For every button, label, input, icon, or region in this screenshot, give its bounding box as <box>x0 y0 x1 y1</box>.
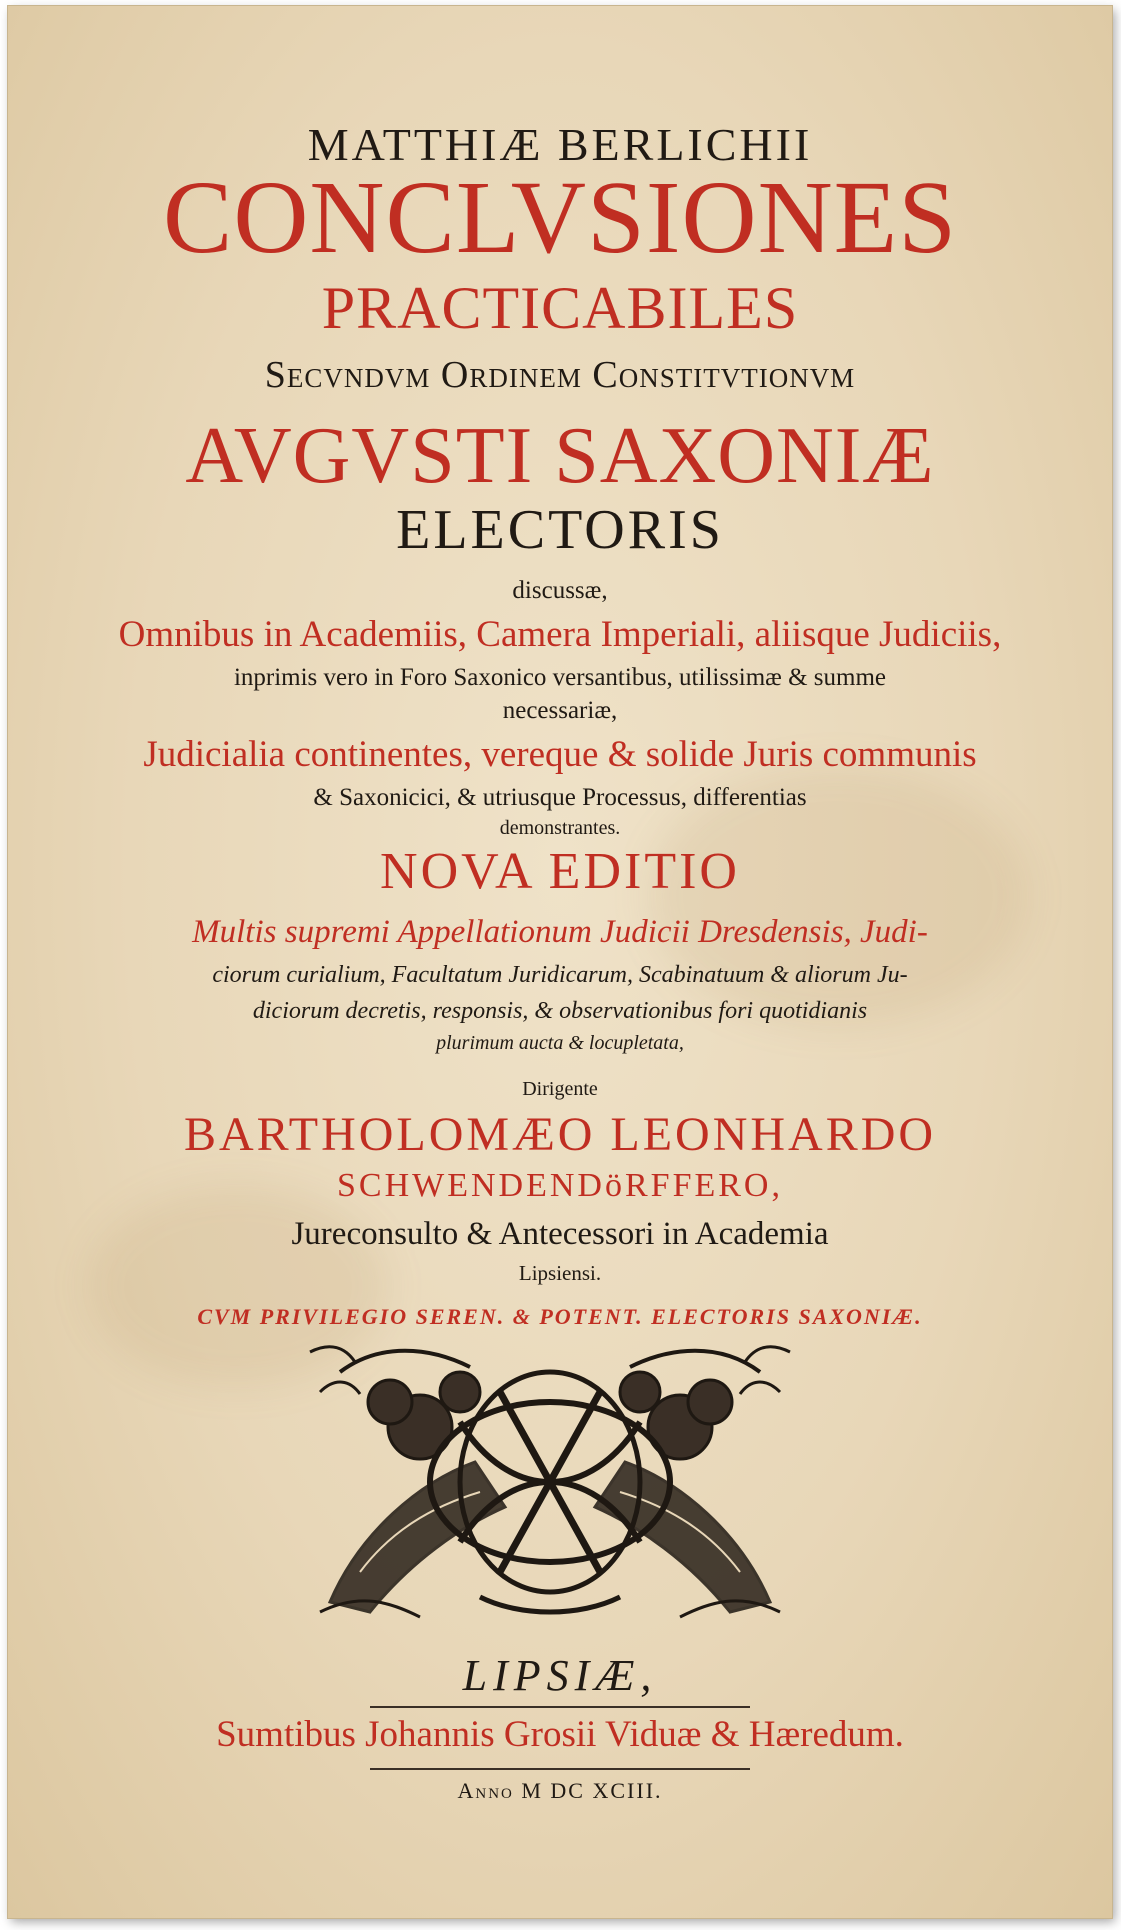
audience-line-1: Omnibus in Academiis, Camera Imperiali, aliisque Judiciis, <box>118 614 1002 655</box>
editor-surname: SCHWENDENDöRFFERO, <box>337 1167 783 1204</box>
additions-line-3: diciorum decretis, responsis, & observationibus fori quotidianis <box>252 998 868 1024</box>
subtitle-order: Secvndvm Ordinem Constitvtionvm <box>264 354 856 396</box>
divider-rule <box>370 1706 750 1708</box>
divider-rule <box>370 1768 750 1770</box>
cornucopia-monogram-icon <box>300 1332 800 1626</box>
editor-name: BARTHOLOMÆO LEONHARDO <box>183 1108 937 1161</box>
content-line-3: demonstrantes. <box>499 817 621 839</box>
additions-line-2: ciorum curialium, Facultatum Juridicarum, Scabinatuum & aliorum Ju- <box>212 962 908 988</box>
subtitle-augusti: AVGVSTI SAXONIÆ <box>185 412 935 500</box>
main-title: CONCLVSIONES <box>162 160 958 275</box>
edition-heading: NOVA EDITIO <box>380 843 740 900</box>
discussae-text: discussæ, <box>512 577 608 604</box>
editor-academy: Lipsiensi. <box>518 1261 602 1285</box>
publisher-line: Sumtibus Johannis Grosii Viduæ & Hæredum. <box>216 1714 904 1755</box>
dirigente-text: Dirigente <box>522 1078 598 1100</box>
main-title-second-line: PRACTICABILES <box>321 275 799 341</box>
place-of-publication: LIPSIÆ, <box>462 1651 658 1700</box>
editor-role: Jureconsulto & Antecessori in Academia <box>291 1216 829 1252</box>
additions-line-4: plurimum aucta & locupletata, <box>436 1032 684 1054</box>
author-name: MATTHIÆ BERLICHII <box>307 119 813 170</box>
audience-line-3: necessariæ, <box>502 697 618 724</box>
privilege-notice: CVM PRIVILEGIO SEREN. & POTENT. ELECTORIS SAXONIÆ. <box>197 1304 923 1329</box>
subtitle-electoris: ELECTORIS <box>396 499 724 561</box>
audience-line-2: inprimis vero in Foro Saxonico versantibus, utilissimæ & summe <box>233 664 887 691</box>
content-line-1: Judicialia continentes, vereque & solide Juris communis <box>143 734 977 775</box>
title-page <box>8 6 1112 1918</box>
content-line-2: & Saxonicici, & utriusque Processus, differentias <box>313 784 807 811</box>
additions-line-1: Multis supremi Appellationum Judicii Dresdensis, Judi- <box>192 914 928 950</box>
publication-year: Anno M DC XCIII. <box>457 1778 663 1803</box>
